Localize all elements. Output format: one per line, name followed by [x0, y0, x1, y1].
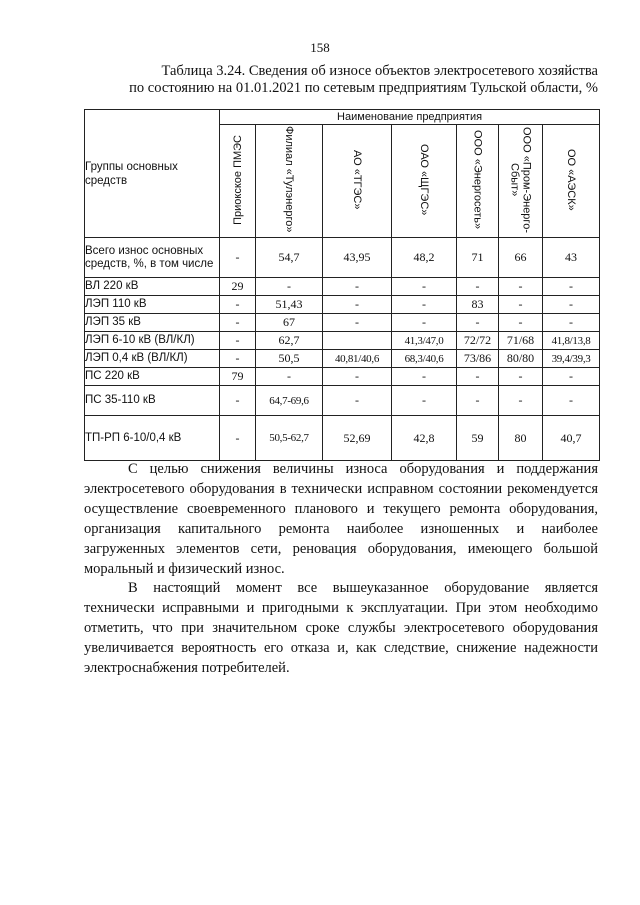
table-cell: 43: [543, 238, 600, 278]
table-cell: -: [392, 386, 457, 416]
column-header-label: ООО «Пром-Энерго-Сбыт»: [508, 126, 533, 233]
column-header: [220, 125, 256, 238]
table-cell: 50,5: [256, 350, 323, 368]
table-caption: [84, 63, 598, 97]
table-cell: 52,69: [323, 416, 392, 461]
table-cell: 41,8/13,8: [543, 332, 600, 350]
table-cell: -: [392, 278, 457, 296]
table-cell: 43,95: [323, 238, 392, 278]
row-label: ЛЭП 35 кВ: [85, 314, 220, 332]
table-cell: -: [499, 278, 543, 296]
row-label: ВЛ 220 кВ: [85, 278, 220, 296]
table-row: [85, 278, 600, 296]
table-cell: -: [499, 296, 543, 314]
table-cell: -: [220, 386, 256, 416]
caption-line-1: Таблица 3.24. Сведения об износе объектов электросетевого хозяйства: [161, 63, 598, 79]
column-header: [323, 125, 392, 238]
table-row: [85, 296, 600, 314]
table-cell: -: [457, 314, 499, 332]
table-cell: -: [543, 296, 600, 314]
table-cell: -: [457, 386, 499, 416]
table-cell: 40,81/40,6: [323, 350, 392, 368]
table-cell: -: [256, 368, 323, 386]
table-body: [85, 238, 600, 461]
table-cell: 68,3/40,6: [392, 350, 457, 368]
table-cell: -: [220, 296, 256, 314]
table-cell: 50,5-62,7: [256, 416, 323, 461]
column-header: [543, 125, 600, 238]
table-row: [85, 368, 600, 386]
table-row: [85, 386, 600, 416]
table-cell: 41,3/47,0: [392, 332, 457, 350]
table-cell: 54,7: [256, 238, 323, 278]
table-cell: 29: [220, 278, 256, 296]
table-cell: 71/68: [499, 332, 543, 350]
table-cell: -: [220, 332, 256, 350]
page-number: 158: [310, 40, 330, 55]
table-cell: -: [543, 368, 600, 386]
row-label: Всего износ основных средств, %, в том числе: [85, 238, 220, 278]
table-cell: -: [323, 296, 392, 314]
table-cell: -: [543, 278, 600, 296]
table-cell: -: [499, 386, 543, 416]
header-row-super: [85, 110, 600, 125]
table-cell: 48,2: [392, 238, 457, 278]
table-cell: 73/86: [457, 350, 499, 368]
row-label: ЛЭП 110 кВ: [85, 296, 220, 314]
row-label: ПС 35-110 кВ: [85, 386, 220, 416]
paragraph-2: В настоящий момент все вышеуказанное оборудование является технически исправными и пригодными к эксплуатации. При этом необходимо отметить, что при значительном сроке службы электросетевого оборудования увеличивается вероятность его отказа и, как следствие, снижение надежности электроснабжения потребителей.: [84, 580, 598, 676]
column-header-label: ОАО «ЩГЭС»: [418, 143, 430, 216]
table-cell: 59: [457, 416, 499, 461]
caption-line-2: по состоянию на 01.01.2021 по сетевым предприятиям Тульской области, %: [129, 80, 598, 96]
table-cell: 71: [457, 238, 499, 278]
table-cell: -: [323, 314, 392, 332]
table-cell: 42,8: [392, 416, 457, 461]
column-header-label: Приокское ПМЭС: [231, 134, 244, 225]
table-cell: -: [256, 278, 323, 296]
table-row: [85, 314, 600, 332]
table-cell: -: [220, 416, 256, 461]
table-row: [85, 332, 600, 350]
table-row: [85, 350, 600, 368]
table-cell: -: [392, 296, 457, 314]
table-cell: [323, 332, 392, 350]
table-cell: 64,7-69,6: [256, 386, 323, 416]
table-cell: 80/80: [499, 350, 543, 368]
table-cell: -: [499, 314, 543, 332]
column-header: [256, 125, 323, 238]
table-cell: -: [543, 386, 600, 416]
table-cell: -: [543, 314, 600, 332]
column-header-label: Филиал «Тулэнерго»: [283, 126, 295, 233]
table-cell: 83: [457, 296, 499, 314]
super-header: Наименование предприятия: [220, 110, 600, 125]
table-cell: -: [323, 386, 392, 416]
table-cell: -: [457, 368, 499, 386]
table-cell: 66: [499, 238, 543, 278]
column-header: [499, 125, 543, 238]
table-cell: 62,7: [256, 332, 323, 350]
row-label: ЛЭП 0,4 кВ (ВЛ/КЛ): [85, 350, 220, 368]
table-cell: 39,4/39,3: [543, 350, 600, 368]
table-row: [85, 416, 600, 461]
column-header-label: ООО «Энергосеть»: [471, 129, 484, 230]
group-header: Группы основных средств: [85, 110, 220, 238]
table-cell: -: [392, 314, 457, 332]
column-header-label: ОО «АЭСК»: [565, 148, 578, 211]
table-cell: -: [220, 314, 256, 332]
column-header: [392, 125, 457, 238]
table-cell: 67: [256, 314, 323, 332]
paragraph-1: С целью снижения величины износа оборудования и поддержания электросетевого оборудования в технически исправном состоянии рекомендуется осуществление своевременного планового и текущего ремонта оборудования, организация капитального ремонта наиболее изношенных и наиболее загруженных элементов сети, реновация оборудования, имеющего большой моральный и физический износ.: [84, 461, 598, 577]
table-row: [85, 238, 600, 278]
row-label: ПС 220 кВ: [85, 368, 220, 386]
table-cell: -: [323, 278, 392, 296]
column-header: [457, 125, 499, 238]
wear-table: [84, 109, 600, 461]
table-cell: 40,7: [543, 416, 600, 461]
table-cell: -: [457, 278, 499, 296]
table-cell: 51,43: [256, 296, 323, 314]
table-cell: -: [220, 238, 256, 278]
table-cell: -: [392, 368, 457, 386]
table-cell: -: [323, 368, 392, 386]
table-cell: -: [220, 350, 256, 368]
table-cell: 72/72: [457, 332, 499, 350]
table-cell: 80: [499, 416, 543, 461]
table-cell: 79: [220, 368, 256, 386]
table-cell: -: [499, 368, 543, 386]
column-header-label: АО «ТГЭС»: [351, 149, 363, 210]
row-label: ЛЭП 6-10 кВ (ВЛ/КЛ): [85, 332, 220, 350]
row-label: ТП-РП 6-10/0,4 кВ: [85, 416, 220, 461]
